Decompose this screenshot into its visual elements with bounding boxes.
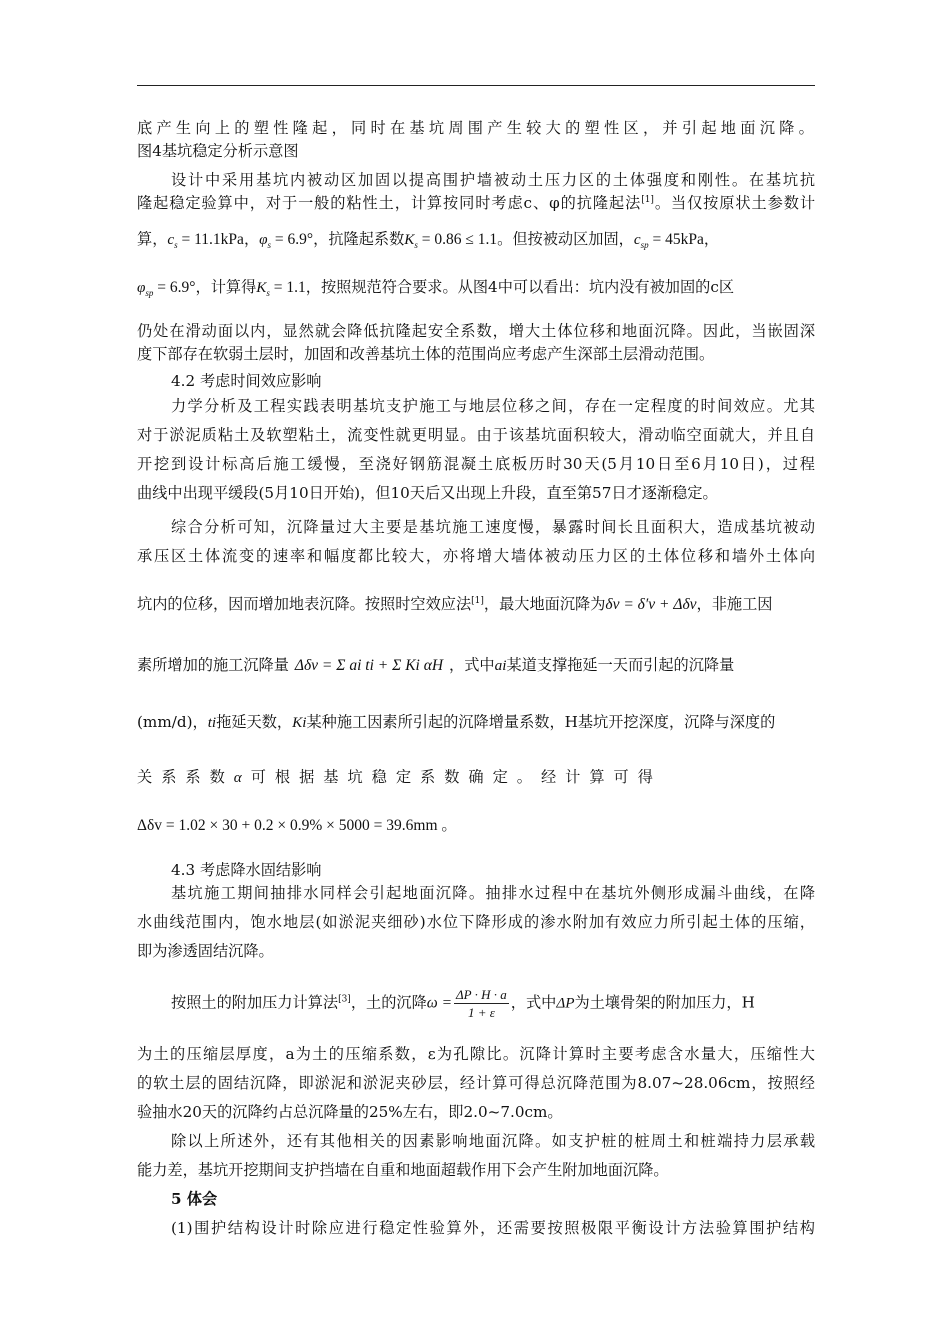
paragraph-line: 的软土层的固结沉降，即淤泥和淤泥夹砂层，经计算可得总沉降范围为8.07~28.06cm，按照经 xyxy=(137,1074,815,1092)
citation: [1] xyxy=(641,195,654,205)
fraction: $\frac{\Delta P \cdot H \cdot a}{1 + \varepsilon}$ xyxy=(456,987,507,1020)
paragraph-line: 坑内的位移，因而增加地表沉降。按照时空效应法[1]，最大地面沉降为δv = δ′v + Δδv，非施工因 xyxy=(137,595,773,613)
paragraph-line: 综合分析可知，沉降量过大主要是基坑施工速度慢，暴露时间长且面积大，造成基坑被动 xyxy=(171,518,815,536)
paragraph-line: 隆起稳定验算中，对于一般的粘性土，计算按同时考虑c、φ的抗隆起法[1]。当仅按原状土参数计 xyxy=(137,194,816,212)
section-heading: 5 体会 xyxy=(171,1190,218,1208)
formula-line: Δδv = 1.02 × 30 + 0.2 × 0.9% × 5000 = 39.6mm 。 xyxy=(137,817,457,834)
paragraph-line: 力学分析及工程实践表明基坑支护施工与地层位移之间，存在一定程度的时间效应。尤其 xyxy=(171,397,815,415)
paragraph-line: 为土的压缩层厚度，a为土的压缩系数，ε为孔隙比。沉降计算时主要考虑含水量大，压缩性大 xyxy=(137,1045,815,1063)
paragraph-line: 设计中采用基坑内被动区加固以提高围护墙被动土压力区的土体强度和刚性。在基坑抗 xyxy=(171,171,815,189)
figure-caption: 图4基坑稳定分析示意图 xyxy=(137,142,299,160)
section-heading: 4.2 考虑时间效应影响 xyxy=(171,372,322,390)
header-rule xyxy=(137,85,815,86)
paragraph-line: $\varphi_{sp} = 6.9^\circ$，计算得$K_s = 1.1$，按照规范符合要求。从图4中可以看出：坑内没有被加固的c区 xyxy=(137,278,735,298)
paragraph-line: 曲线中出现平缓段(5月10日开始)，但10天后又出现上升段，直至第57日才逐渐稳定。 xyxy=(137,484,718,502)
paragraph-line: 能力差，基坑开挖期间支护挡墙在自重和地面超载作用下会产生附加地面沉降。 xyxy=(137,1161,669,1179)
paragraph-line: 对于淤泥质粘土及软塑粘土，流变性就更明显。由于该基坑面积较大，滑动临空面就大，并且自 xyxy=(137,426,815,444)
paragraph-line: 开挖到设计标高后施工缓慢，至浇好钢筋混凝土底板历时30天(5月10日至6月10日)，过程 xyxy=(137,455,815,473)
section-heading: 4.3 考虑降水固结影响 xyxy=(171,861,322,879)
paragraph-line: 承压区土体流变的速率和幅度都比较大，亦将增大墙体被动压力区的土体位移和墙外土体向 xyxy=(137,547,815,565)
paragraph-line: 按照土的附加压力计算法[3]，土的沉降ω = $\frac{\Delta P \cdot H \cdot a}{1 + \varepsilon}$ ，式中ΔP为土壤骨架的附加压力，H xyxy=(171,987,755,1020)
citation: [3] xyxy=(338,994,351,1005)
paragraph-line: 底产生向上的塑性隆起，同时在基坑周围产生较大的塑性区，并引起地面沉降。 xyxy=(137,119,815,137)
formula: Δδv = Σ ai ti + Σ Ki αH xyxy=(294,657,444,674)
paragraph-line: 基坑施工期间抽排水同样会引起地面沉降。抽排水过程中在基坑外侧形成漏斗曲线，在降 xyxy=(171,884,815,902)
paragraph-line: (mm/d)，ti拖延天数，Ki某种施工因素所引起的沉降增量系数，H基坑开挖深度，沉降与深度的 xyxy=(137,713,776,731)
paragraph-line: 水曲线范围内，饱水地层(如淤泥夹细砂)水位下降形成的渗水附加有效应力所引起土体的压缩， xyxy=(137,913,815,931)
paragraph-line: (1)围护结构设计时除应进行稳定性验算外，还需要按照极限平衡设计方法验算围护结构 xyxy=(171,1219,815,1237)
paragraph-line: 素所增加的施工沉降量 Δδv = Σ ai ti + Σ Ki αH ，式中ai某道支撑拖延一天而引起的沉降量 xyxy=(137,656,735,674)
paragraph-line: 算，$c_s = 11.1kPa$，$\varphi_s = 6.9^\circ$，抗隆起系数$K_s = 0.86 \le 1.1$。但按被动区加固，$c_{sp} = 45kPa$， xyxy=(137,230,720,250)
paragraph-line: 关系系数α可根据基坑稳定系数确定。经计算可得 xyxy=(137,768,662,786)
paragraph-line: 除以上所述外，还有其他相关的因素影响地面沉降。如支护桩的桩周土和桩端持力层承载 xyxy=(171,1132,815,1150)
paragraph-line: 度下部存在软弱土层时，加固和改善基坑土体的范围尚应考虑产生深部土层滑动范围。 xyxy=(137,345,715,363)
paragraph-line: 即为渗透固结沉降。 xyxy=(137,942,274,960)
paragraph-line: 验抽水20天的沉降约占总沉降量的25%左右，即2.0~7.0cm。 xyxy=(137,1103,563,1121)
formula: δv = δ′v + Δδv xyxy=(605,596,697,613)
citation: [1] xyxy=(471,596,484,606)
paragraph-line: 仍处在滑动面以内，显然就会降低抗隆起安全系数，增大土体位移和地面沉降。因此，当嵌固深 xyxy=(137,322,815,340)
